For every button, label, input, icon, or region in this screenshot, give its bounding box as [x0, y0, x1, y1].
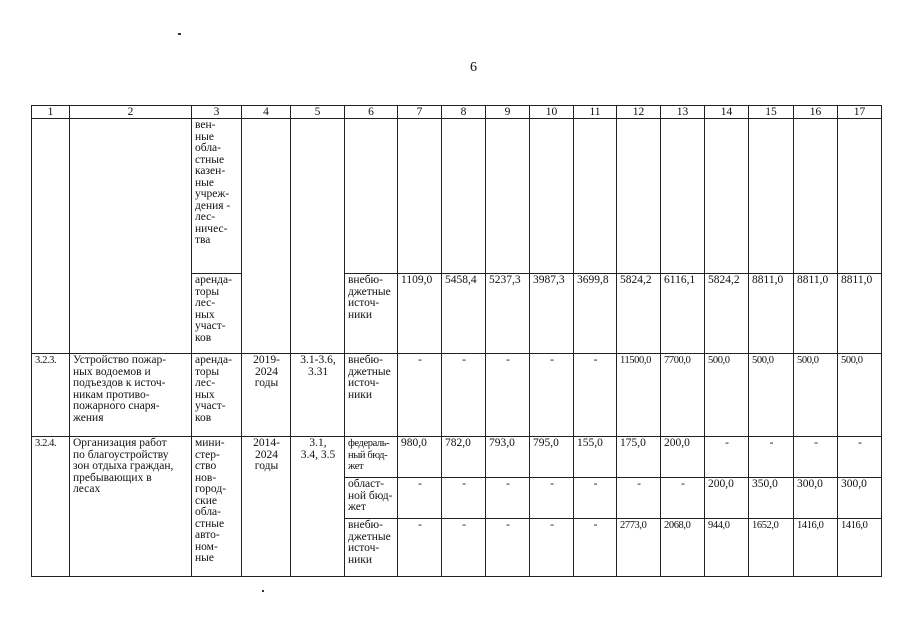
value-cell: 500,0	[838, 354, 882, 437]
value-cell: 5824,2	[617, 274, 661, 354]
value-cell: -	[486, 519, 530, 577]
value-cell: 793,0	[486, 437, 530, 478]
col-header: 14	[705, 106, 749, 119]
value-cell: 500,0	[705, 354, 749, 437]
executor-cell: аренда- торы лес- ных участ- ков	[192, 354, 242, 437]
period-cell: 2014- 2024 годы	[242, 437, 291, 577]
value-cell: 8811,0	[838, 274, 882, 354]
value-cell: 350,0	[749, 478, 794, 519]
value-cell: 8811,0	[749, 274, 794, 354]
value-cell: 200,0	[661, 437, 705, 478]
col-header: 6	[345, 106, 398, 119]
col-header: 5	[291, 106, 345, 119]
item-name: Организация работ по благоустройству зон отдыха граждан, пребывающих в лесах	[70, 437, 192, 577]
table-row	[32, 437, 882, 478]
cell	[398, 119, 442, 274]
value-cell: 980,0	[398, 437, 442, 478]
source-cell: внебю- джетные источ- ники	[345, 354, 398, 437]
source-cell: внебю- джетные источ- ники	[345, 519, 398, 577]
col-header: 9	[486, 106, 530, 119]
col-header: 12	[617, 106, 661, 119]
col-header: 3	[192, 106, 242, 119]
value-cell: -	[617, 478, 661, 519]
scan-speck	[178, 33, 181, 35]
cell	[242, 119, 291, 354]
value-cell: -	[661, 478, 705, 519]
col-header: 4	[242, 106, 291, 119]
period-cell: 2019- 2024 годы	[242, 354, 291, 437]
value-cell: -	[486, 354, 530, 437]
col-header: 13	[661, 106, 705, 119]
value-cell: -	[749, 437, 794, 478]
executor-cell: аренда- торы лес- ных участ- ков	[192, 274, 242, 354]
cell	[838, 119, 882, 274]
value-cell: 11500,0	[617, 354, 661, 437]
value-cell: -	[442, 354, 486, 437]
goals-cell: 3.1, 3.4, 3.5	[291, 437, 345, 577]
value-cell: 300,0	[838, 478, 882, 519]
value-cell: -	[398, 519, 442, 577]
col-header: 7	[398, 106, 442, 119]
value-cell: -	[442, 519, 486, 577]
col-header: 17	[838, 106, 882, 119]
value-cell: 3699,8	[574, 274, 617, 354]
value-cell: -	[838, 437, 882, 478]
cell	[442, 119, 486, 274]
cell	[486, 119, 530, 274]
executor-cell: мини- стер- ство нов- город- ские обла- стные авто- ном- ные	[192, 437, 242, 577]
value-cell: 944,0	[705, 519, 749, 577]
col-header: 1	[32, 106, 70, 119]
cell	[530, 119, 574, 274]
value-cell: -	[486, 478, 530, 519]
value-cell: 795,0	[530, 437, 574, 478]
value-cell: -	[530, 354, 574, 437]
budget-table	[31, 105, 882, 577]
value-cell: -	[574, 519, 617, 577]
cell	[32, 119, 70, 354]
value-cell: 1416,0	[838, 519, 882, 577]
value-cell: -	[530, 519, 574, 577]
cell	[574, 119, 617, 274]
value-cell: -	[705, 437, 749, 478]
executor-cell: вен- ные обла- стные казен- ные учреж- дения - лес- ничес- тва	[192, 119, 242, 274]
value-cell: 5237,3	[486, 274, 530, 354]
item-name: Устройство пожар- ных водоемов и подъездов к источ- никам противо- пожарного снаря- жения	[70, 354, 192, 437]
col-header: 10	[530, 106, 574, 119]
value-cell: 2773,0	[617, 519, 661, 577]
item-number: 3.2.3.	[32, 354, 70, 437]
source-cell: област- ной бюд- жет	[345, 478, 398, 519]
page-number: 6	[470, 60, 477, 75]
value-cell: -	[574, 478, 617, 519]
source-cell: федераль- ный бюд- жет	[345, 437, 398, 478]
col-header: 16	[794, 106, 838, 119]
cell	[291, 119, 345, 354]
goals-cell: 3.1-3.6, 3.31	[291, 354, 345, 437]
value-cell: -	[794, 437, 838, 478]
cell	[705, 119, 749, 274]
col-header: 11	[574, 106, 617, 119]
scan-speck	[262, 590, 264, 592]
value-cell: 500,0	[794, 354, 838, 437]
value-cell: 1109,0	[398, 274, 442, 354]
value-cell: 5458,4	[442, 274, 486, 354]
table-row	[32, 119, 882, 274]
value-cell: 1416,0	[794, 519, 838, 577]
value-cell: 6116,1	[661, 274, 705, 354]
value-cell: 782,0	[442, 437, 486, 478]
value-cell: 8811,0	[794, 274, 838, 354]
value-cell: -	[442, 478, 486, 519]
value-cell: -	[398, 354, 442, 437]
table-row	[32, 354, 882, 437]
item-number: 3.2.4.	[32, 437, 70, 577]
col-header: 2	[70, 106, 192, 119]
value-cell: 7700,0	[661, 354, 705, 437]
value-cell: -	[398, 478, 442, 519]
value-cell: 175,0	[617, 437, 661, 478]
col-header: 8	[442, 106, 486, 119]
value-cell: -	[574, 354, 617, 437]
column-number-row	[32, 106, 882, 119]
cell	[794, 119, 838, 274]
value-cell: 300,0	[794, 478, 838, 519]
source-cell: внебю- джетные источ- ники	[345, 274, 398, 354]
col-header: 15	[749, 106, 794, 119]
value-cell: -	[530, 478, 574, 519]
value-cell: 3987,3	[530, 274, 574, 354]
cell	[345, 119, 398, 274]
value-cell: 2068,0	[661, 519, 705, 577]
value-cell: 5824,2	[705, 274, 749, 354]
value-cell: 1652,0	[749, 519, 794, 577]
value-cell: 155,0	[574, 437, 617, 478]
cell	[749, 119, 794, 274]
value-cell: 200,0	[705, 478, 749, 519]
value-cell: 500,0	[749, 354, 794, 437]
cell	[70, 119, 192, 354]
cell	[661, 119, 705, 274]
cell	[617, 119, 661, 274]
